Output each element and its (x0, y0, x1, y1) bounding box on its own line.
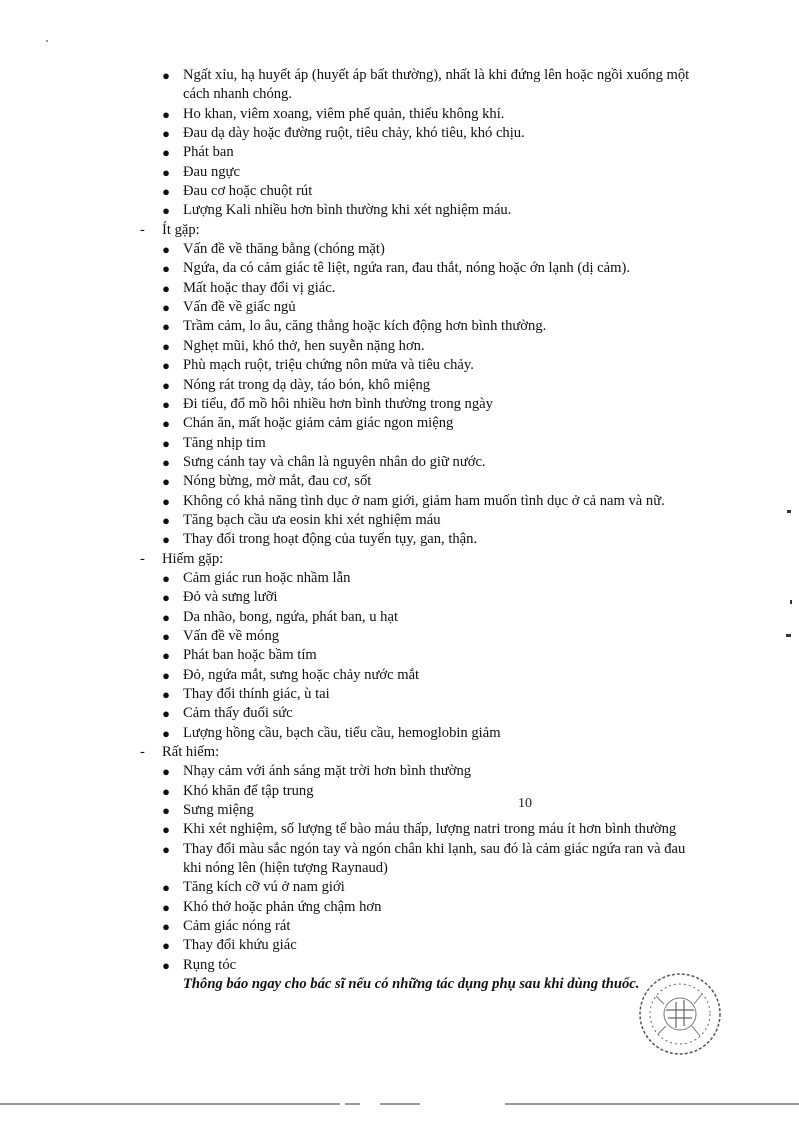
bullet-icon: ● (162, 280, 170, 296)
list-item-text: Chán ăn, mất hoặc giảm cảm giác ngon miệng (183, 415, 454, 432)
section-heading (0, 221, 799, 240)
list-item-continuation: cách nhanh chóng. (183, 86, 293, 103)
bullet-icon: ● (162, 590, 170, 606)
list-item-text: Trầm cảm, lo âu, căng thẳng hoặc kích động hơn bình thường. (183, 318, 547, 335)
section-heading-text: Rất hiếm: (162, 744, 220, 761)
list-item-text: Thay đổi khứu giác (183, 937, 297, 954)
dash-marker: - (140, 550, 145, 567)
scan-artifact (786, 634, 791, 637)
list-item-text: Vấn đề về móng (183, 627, 280, 644)
list-item-text: Tăng bạch cầu ưa eosin khi xét nghiệm máu (183, 511, 441, 528)
list-item (0, 878, 799, 897)
list-item-text: Nóng bừng, mờ mắt, đau cơ, sốt (183, 473, 372, 490)
list-item-text: Cảm giác nóng rát (183, 918, 291, 935)
list-item-text: Khi xét nghiệm, số lượng tế bào máu thấp, lượng natri trong máu ít hơn bình thường (183, 821, 677, 838)
bullet-icon: ● (162, 396, 170, 412)
list-item-text: Khó thở hoặc phản ứng chậm hơn (183, 898, 382, 915)
list-item-text: Đau cơ hoặc chuột rút (183, 183, 313, 200)
list-item-text: Da nhão, bong, ngứa, phát ban, u hạt (183, 608, 399, 625)
list-item (0, 395, 799, 414)
bullet-icon: ● (162, 687, 170, 702)
list-item (0, 85, 799, 104)
bullet-icon: ● (162, 725, 170, 741)
list-item (0, 762, 799, 781)
bullet-icon: ● (162, 377, 170, 393)
list-item-text: Nghẹt mũi, khó thở, hen suyễn nặng hơn. (183, 337, 425, 354)
list-item-text: Thay đổi màu sắc ngón tay và ngón chân khi lạnh, sau đó là cảm giác ngứa ran và đau (183, 840, 686, 857)
bullet-icon: ● (162, 532, 170, 548)
list-item-text: Vấn đề về thăng bằng (chóng mặt) (183, 241, 385, 258)
list-item-text: Đau ngực (183, 163, 240, 180)
bullet-icon: ● (162, 145, 170, 161)
list-item-text: Tăng nhịp tim (183, 434, 266, 451)
bullet-icon: ● (162, 803, 170, 819)
bullet-icon: ● (162, 628, 170, 644)
list-item (0, 724, 799, 743)
list-item-text: Đỏ và sưng lưỡi (183, 589, 278, 606)
list-item (0, 259, 799, 278)
list-item-text: Khó khăn để tập trung (183, 782, 314, 799)
list-item (0, 105, 799, 124)
list-item (0, 666, 799, 685)
dash-marker: - (140, 221, 145, 238)
list-item (0, 472, 799, 491)
list-item-text: Cảm giác run hoặc nhầm lẫn (183, 569, 351, 586)
list-item (0, 163, 799, 182)
bullet-icon: ● (162, 126, 170, 142)
section-heading (0, 743, 799, 762)
list-item-text: Lượng hồng cầu, bạch cầu, tiểu cầu, hemoglobin giảm (183, 724, 501, 741)
list-item (0, 782, 799, 801)
scan-artifact (46, 40, 48, 42)
list-item-text: Lượng Kali nhiều hơn bình thường khi xét nghiệm máu. (183, 202, 512, 219)
bullet-icon: ● (162, 474, 170, 490)
bullet-icon: ● (162, 338, 170, 354)
bullet-icon: ● (162, 319, 170, 335)
list-item (0, 124, 799, 143)
bullet-icon: ● (162, 609, 170, 625)
bullet-icon: ● (162, 454, 170, 470)
list-item (0, 356, 799, 375)
list-item-text: Tăng kích cỡ vú ở nam giới (183, 879, 345, 896)
bullet-icon: ● (162, 242, 170, 258)
list-item-text: Đi tiểu, đổ mồ hôi nhiều hơn bình thường trong ngày (183, 395, 493, 412)
list-item-text: Ngứa, da có cảm giác tê liệt, ngứa ran, đau thắt, nóng hoặc ớn lạnh (dị cảm). (183, 260, 630, 277)
bullet-icon: ● (162, 358, 170, 374)
list-item (0, 414, 799, 433)
list-item (0, 936, 799, 955)
list-item-text: Phát ban (183, 144, 234, 161)
list-item (0, 240, 799, 259)
list-item (0, 917, 799, 936)
bullet-icon: ● (162, 68, 170, 83)
bullet-icon: ● (162, 416, 170, 432)
list-item (0, 569, 799, 588)
bullet-icon: ● (162, 184, 170, 200)
list-item-text: Thay đổi trong hoạt động của tuyến tụy, gan, thận. (183, 531, 478, 548)
section-heading-text: Ít gặp: (162, 221, 200, 238)
bullet-icon: ● (162, 435, 170, 451)
list-item-text: Thay đổi thính giác, ù tai (183, 686, 330, 702)
bullet-icon: ● (162, 841, 170, 857)
list-item (0, 279, 799, 298)
bullet-icon: ● (162, 822, 170, 838)
bullet-icon: ● (162, 512, 170, 528)
bullet-icon: ● (162, 706, 170, 722)
section-heading-text: Hiếm gặp: (162, 550, 224, 567)
bullet-icon: ● (162, 919, 170, 935)
scan-artifact (790, 600, 792, 604)
list-item (0, 66, 799, 85)
list-item (0, 859, 799, 878)
list-item-continuation: khi nóng lên (hiện tượng Raynaud) (183, 860, 388, 877)
bullet-icon: ● (162, 300, 170, 316)
list-item-text: Sưng cánh tay và chân là nguyên nhân do giữ nước. (183, 453, 486, 470)
bullet-icon: ● (162, 899, 170, 915)
seal-stamp (636, 970, 724, 1058)
list-item-text: Sưng miệng (183, 802, 254, 819)
bullet-icon: ● (162, 938, 170, 954)
list-item-text: Nhạy cảm với ánh sáng mặt trời hơn bình thường (183, 763, 472, 780)
list-item (0, 201, 799, 220)
list-item (0, 492, 799, 511)
list-item-text: Ho khan, viêm xoang, viêm phế quản, thiếu không khí. (183, 105, 505, 122)
list-item (0, 376, 799, 395)
list-item (0, 898, 799, 917)
bullet-icon: ● (162, 764, 170, 780)
bullet-icon: ● (162, 106, 170, 122)
list-item (0, 298, 799, 317)
list-item (0, 434, 799, 453)
bullet-icon: ● (162, 570, 170, 586)
bullet-icon: ● (162, 261, 170, 277)
bullet-icon: ● (162, 493, 170, 509)
list-item-text: Phù mạch ruột, triệu chứng nôn mửa và tiêu chảy. (183, 357, 474, 374)
list-item (0, 182, 799, 201)
list-item (0, 801, 799, 820)
list-item-text: Vấn đề về giấc ngủ (183, 299, 296, 316)
scan-artifact (787, 510, 791, 513)
list-item-text: Đỏ, ngứa mắt, sưng hoặc chảy nước mắt (183, 666, 420, 683)
list-item-text: Mất hoặc thay đổi vị giác. (183, 279, 336, 296)
list-item-text: Không có khả năng tình dục ở nam giới, giảm ham muốn tình dục ở cả nam và nữ. (183, 492, 665, 509)
list-item (0, 608, 799, 627)
list-item (0, 511, 799, 530)
list-item-text: Phát ban hoặc bầm tím (183, 647, 317, 664)
bullet-icon: ● (162, 203, 170, 219)
list-item-text: Đau dạ dày hoặc đường ruột, tiêu chảy, khó tiêu, khó chịu. (183, 125, 525, 142)
list-item (0, 820, 799, 839)
list-item (0, 704, 799, 723)
warning-note: Thông báo ngay cho bác sĩ nếu có những tác dụng phụ sau khi dùng thuốc. (183, 976, 640, 993)
bullet-icon: ● (162, 667, 170, 683)
list-item (0, 588, 799, 607)
bullet-icon: ● (162, 783, 170, 799)
footer-rule (0, 1100, 799, 1108)
list-item (0, 685, 799, 704)
section-heading (0, 550, 799, 569)
list-item-text: Ngất xỉu, hạ huyết áp (huyết áp bất thường), nhất là khi đứng lên hoặc ngồi xuống một (183, 67, 690, 83)
list-item (0, 530, 799, 549)
list-item-text: Nóng rát trong dạ dày, táo bón, khô miệng (183, 376, 431, 393)
list-item (0, 143, 799, 162)
bullet-icon: ● (162, 648, 170, 664)
side-effects-list (0, 66, 799, 995)
list-item-text: Rụng tóc (183, 956, 237, 973)
list-item (0, 317, 799, 336)
list-item (0, 627, 799, 646)
list-item (0, 646, 799, 665)
bullet-icon: ● (162, 880, 170, 896)
list-item (0, 337, 799, 356)
bullet-icon: ● (162, 957, 170, 973)
bullet-icon: ● (162, 164, 170, 180)
list-item (0, 840, 799, 859)
dash-marker: - (140, 744, 145, 761)
list-item (0, 453, 799, 472)
page-number: 10 (518, 796, 532, 811)
list-item-text: Cảm thấy đuối sức (183, 705, 293, 722)
